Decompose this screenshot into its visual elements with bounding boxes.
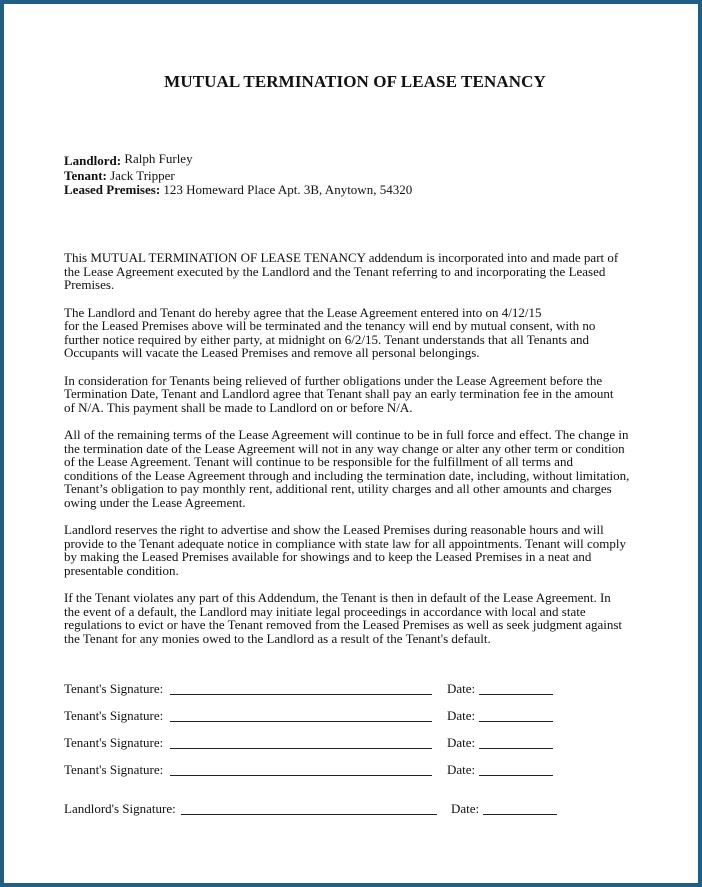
text-line: the event of a default, the Landlord may initiate legal proceedings in accordance with local and state xyxy=(64,603,586,619)
text-line: by making the Leased Premises available for showings and to keep the Leased Premises in a neat and xyxy=(64,549,592,564)
date-label: Date: xyxy=(447,708,476,723)
text-line: for the Leased Premises above will be terminated and the tenancy will end by mutual consent, with no xyxy=(64,318,596,333)
text-line: Premises. xyxy=(64,277,115,292)
document-title: MUTUAL TERMINATION OF LEASE TENANCY xyxy=(164,72,546,91)
tenant-signature-label: Tenant's Signature: xyxy=(64,681,164,696)
text-line: Landlord reserves the right to advertise and show the Leased Premises during reasonable hours and will xyxy=(64,522,604,537)
date-label: Date: xyxy=(451,801,480,816)
paragraph-showings xyxy=(64,523,646,577)
text-line: of the Lease Agreement. Tenant will continue to be responsible for the fulfillment of all terms and xyxy=(64,454,573,469)
tenant-signature-label: Tenant's Signature: xyxy=(64,708,164,723)
tenant-signature-row-2 xyxy=(64,708,163,724)
tenant-signature-line[interactable] xyxy=(170,721,432,722)
tenant-signature-row-1 xyxy=(64,681,163,697)
parties-block xyxy=(64,151,413,198)
paragraph-early-fee xyxy=(64,374,646,415)
landlord-signature-label: Landlord's Signature: xyxy=(64,801,176,816)
text-line: conditions of the Lease Agreement through and including the termination date, including, without limitation, xyxy=(64,467,630,483)
text-line: Termination Date, Tenant and Landlord agree that Tenant shall pay an early termination fee in the amount xyxy=(64,386,614,401)
tenant-signature-line[interactable] xyxy=(170,775,432,776)
text-line: further notice required by either party, at midnight on 6/2/15. Tenant understands that all Tenants and xyxy=(64,331,590,347)
tenant-signature-row-4 xyxy=(64,762,163,778)
premises-address: 123 Homeward Place Apt. 3B, Anytown, 54320 xyxy=(163,182,413,197)
landlord-row xyxy=(64,151,412,169)
text-line: owing under the Lease Agreement. xyxy=(64,494,246,510)
paragraph-incorporation xyxy=(64,251,646,292)
landlord-signature-line[interactable] xyxy=(181,814,437,815)
text-line: In consideration for Tenants being relieved of further obligations under the Lease Agreement before the xyxy=(64,372,603,388)
tenant-signature-label: Tenant's Signature: xyxy=(64,735,164,750)
addendum-body xyxy=(64,251,646,659)
tenant-signature-line[interactable] xyxy=(170,694,432,695)
tenant-name: Jack Tripper xyxy=(110,167,175,183)
text-line: the termination date of the Lease Agreement will not in any way change or alter any other term or condition xyxy=(64,440,625,456)
tenant-signature-label: Tenant's Signature: xyxy=(64,762,164,777)
premises-label: Leased Premises: xyxy=(64,182,161,197)
landlord-name: Ralph Furley xyxy=(124,151,193,166)
text-line: the Tenant for any monies owed to the Landlord as a result of the Tenant's default. xyxy=(64,630,491,646)
paragraph-default xyxy=(64,591,646,645)
date-line[interactable] xyxy=(479,775,553,776)
date-line[interactable] xyxy=(479,721,553,722)
date-label: Date: xyxy=(447,735,476,750)
text-line: provide to the Tenant adequate notice in compliance with state law for all appointments. Tenant will comply xyxy=(64,535,626,551)
text-line: the Lease Agreement executed by the Landlord and the Tenant referring to and incorporating the Leased xyxy=(64,263,606,279)
text-line: This MUTUAL TERMINATION OF LEASE TENANCY addendum is incorporated into and made part of xyxy=(64,250,619,265)
text-line: Tenant’s obligation to pay monthly rent, additional rent, utility charges and all other amounts and charges xyxy=(64,481,612,496)
tenant-row xyxy=(64,169,412,184)
landlord-label: Landlord: xyxy=(64,153,122,168)
tenant-signature-line[interactable] xyxy=(170,748,432,749)
text-line: regulations to evict or have the Tenant removed from the Leased Premises as well as seek judgment against xyxy=(64,617,623,632)
text-line: presentable condition. xyxy=(64,562,179,578)
date-line[interactable] xyxy=(479,748,553,749)
date-label: Date: xyxy=(447,762,476,777)
tenant-label: Tenant: xyxy=(64,167,107,183)
date-line[interactable] xyxy=(479,694,553,695)
premises-row xyxy=(64,183,412,198)
text-line: If the Tenant violates any part of this Addendum, the Tenant is then in default of the Lease Agreement. In xyxy=(64,590,611,605)
paragraph-termination xyxy=(64,306,646,360)
paragraph-remaining-terms xyxy=(64,428,646,509)
date-label: Date: xyxy=(447,681,476,696)
text-line: of N/A. This payment shall be made to Landlord on or before N/A. xyxy=(64,399,413,415)
text-line: Occupants will vacate the Leased Premises and remove all personal belongings. xyxy=(64,345,480,360)
landlord-signature-row xyxy=(64,801,176,817)
tenant-signature-row-3 xyxy=(64,735,163,751)
text-line: The Landlord and Tenant do hereby agree that the Lease Agreement entered into on 4/12/15 xyxy=(64,304,542,320)
text-line: All of the remaining terms of the Lease Agreement will continue to be in full force and effect. The change in xyxy=(64,427,629,442)
date-line[interactable] xyxy=(483,814,557,815)
